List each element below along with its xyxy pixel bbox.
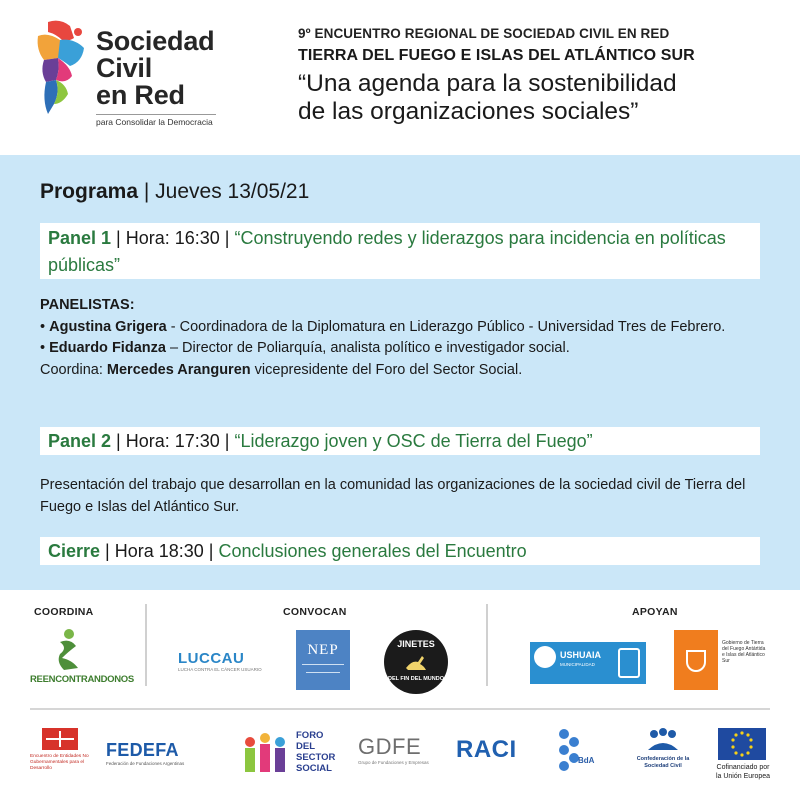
eu-text: [710, 763, 776, 781]
event-quote-line-2: de las organizaciones sociales”: [298, 98, 639, 125]
program-heading-sep: |: [138, 180, 156, 203]
program-heading: [40, 180, 309, 204]
foro-line-3: SOCIAL: [296, 763, 332, 774]
event-title: TIERRA DEL FUEGO E ISLAS DEL ATLÁNTICO SUR: [298, 47, 695, 64]
panelist-2-desc: – Director de Poliarquía, analista político e investigador social.: [165, 340, 570, 356]
eeng-logo[interactable]: [30, 728, 90, 786]
divider: [30, 708, 770, 710]
ushuaia-text: USHUAIA: [560, 650, 602, 660]
panelists-label: PANELISTAS:: [40, 297, 135, 313]
panelist-1-name: Agustina Grigera: [49, 318, 167, 335]
nep-logo[interactable]: [296, 630, 350, 690]
dots-icon: [556, 728, 582, 772]
program-section: [0, 155, 800, 590]
logo-line-2: Civil: [96, 53, 153, 83]
panel-1-title: “Construyendo redes y liderazgos para incidencia en políticas públicas”: [48, 228, 726, 275]
event-quote: [298, 70, 778, 126]
fedefa-logo[interactable]: [106, 740, 216, 776]
closing-title: Conclusiones generales del Encuentro: [218, 541, 527, 561]
raci-text: RACI: [456, 736, 517, 763]
event-info: [298, 26, 778, 126]
panelist-1-desc: - Coordinadora de la Diplomatura en Liderazgo Público - Universidad Tres de Febrero.: [166, 318, 726, 335]
people-circle-icon: [240, 732, 290, 776]
apoyan-title: APOYAN: [632, 606, 678, 618]
panel-2-label: Panel 2: [48, 431, 112, 451]
gdfe-logo[interactable]: [358, 734, 428, 778]
event-subtitle: 9º ENCUENTRO REGIONAL DE SOCIEDAD CIVIL EN RED: [298, 26, 670, 41]
sociedad-civil-logo[interactable]: [30, 18, 220, 130]
fedefa-subtext: Federación de Fundaciones Argentinas: [106, 761, 185, 766]
panel-1-time: Hora: 16:30: [125, 228, 220, 248]
closing-time: Hora 18:30: [114, 541, 204, 561]
panel-1-box: Panel 1 | Hora: 16:30 | “Construyendo redes y liderazgos para incidencia en políticas públicas”: [40, 223, 760, 279]
eu-logo[interactable]: [710, 728, 776, 784]
panelist-1: • Agustina Grigera - Coordinadora de la Diplomatura en Liderazgo Público - Universidad Tres de Febrero.: [40, 318, 726, 335]
confederacion-line-1: Confederación de la: [636, 756, 690, 762]
panel-2-time: Hora: 17:30: [125, 431, 220, 451]
divider: [486, 604, 488, 686]
program-heading-label: Programa: [40, 180, 139, 203]
logo-wordmark: [96, 28, 214, 109]
reencontrandonos-logo[interactable]: [30, 628, 134, 688]
panel-2-box: Panel 2 | Hora: 17:30 | “Liderazgo joven y OSC de Tierra del Fuego”: [40, 427, 760, 455]
jinetes-top-text: JINETES: [397, 639, 435, 649]
tdf-gov-logo[interactable]: [674, 630, 770, 694]
program-heading-date: Jueves 13/05/21: [155, 180, 310, 203]
raci-logo[interactable]: [456, 736, 526, 776]
ushuaia-crest-icon: [534, 646, 556, 668]
jinetes-logo[interactable]: [384, 630, 448, 694]
gdfe-text: GDFE: [358, 734, 422, 759]
sponsors-section: [0, 590, 800, 800]
coordinator-prefix: Coordina:: [40, 361, 107, 378]
event-quote-line-1: “Una agenda para la sostenibilidad: [298, 70, 677, 97]
ushuaia-subtext: MUNICIPALIDAD: [560, 662, 595, 667]
luccau-text: LUCCAU: [178, 650, 245, 667]
people-group-icon: [648, 728, 678, 752]
coordinator: [40, 360, 760, 382]
ushuaia-logo[interactable]: [530, 642, 646, 684]
logo-tagline: para Consolidar la Democracia: [96, 114, 216, 127]
tdf-gov-text: Gobierno de Tierra del Fuego Antártida e Islas del Atlántico Sur: [722, 640, 766, 664]
logo-line-1: Sociedad: [96, 26, 215, 56]
bda-text: BdA: [578, 756, 595, 765]
tdf-crest-icon: [674, 630, 718, 690]
fedefa-text: FEDEFA: [106, 740, 179, 760]
panelist-2-name: Eduardo Fidanza: [49, 340, 166, 356]
eu-line-2: la Unión Europea: [715, 773, 771, 780]
closing-label: Cierre: [48, 541, 101, 561]
foro-line-1: FORO: [296, 730, 324, 741]
coordina-title: COORDINA: [34, 606, 94, 618]
eeng-text: Encuentro de Entidades No Gubernamentales para el Desarrollo: [30, 754, 89, 771]
presentation-text: Presentación del trabajo que desarrollan en la comunidad las organizaciones de la sociedad civil de Tierra del Fuego e Islas del Atlántico Sur.: [40, 477, 746, 515]
luccau-subtext: LUCHA CONTRA EL CÁNCER USUARIO: [178, 667, 262, 672]
divider: [145, 604, 147, 686]
header: [0, 0, 800, 155]
jinetes-bottom-text: DEL FIN DEL MUNDO: [387, 676, 445, 682]
closing-box: Cierre | Hora 18:30 | Conclusiones generales del Encuentro: [40, 537, 760, 565]
map-figure-icon: [30, 18, 88, 118]
convocan-title: CONVOCAN: [283, 606, 347, 618]
coordinator-name: Mercedes Aranguren: [106, 361, 251, 378]
bda-logo[interactable]: [556, 728, 606, 780]
reencontrandonos-text: REENCONTRANDONOS: [30, 674, 134, 685]
coordinator-desc: vicepresidente del Foro del Sector Social.: [250, 361, 523, 378]
panel-1-label: Panel 1: [48, 228, 112, 248]
eeng-mark-icon: [42, 728, 78, 750]
panelist-2: • Eduardo Fidanza – Director de Poliarquía, analista político e investigador social.: [40, 340, 570, 356]
confederacion-logo[interactable]: [628, 728, 698, 780]
panel-2-title: “Liderazgo joven y OSC de Tierra del Fuego”: [234, 431, 593, 451]
people-icon: [54, 628, 84, 672]
foro-logo[interactable]: [240, 728, 336, 780]
luccau-logo[interactable]: [178, 650, 262, 680]
gdfe-subtext: Grupo de Fundaciones y Empresas: [358, 760, 429, 765]
nep-text: NEP: [307, 642, 339, 658]
logo-line-3: en Red: [96, 80, 185, 110]
confederacion-text: [628, 756, 698, 770]
eu-flag-icon: [718, 728, 766, 760]
u-emblem-icon: [618, 648, 640, 678]
foro-line-2: DEL SECTOR: [296, 741, 336, 763]
eu-line-1: Cofinanciado por: [716, 764, 770, 771]
confederacion-line-2: Sociedad Civil: [644, 763, 682, 769]
rider-icon: [404, 652, 428, 672]
panelists-block: [40, 295, 760, 381]
foro-text: [296, 730, 336, 774]
